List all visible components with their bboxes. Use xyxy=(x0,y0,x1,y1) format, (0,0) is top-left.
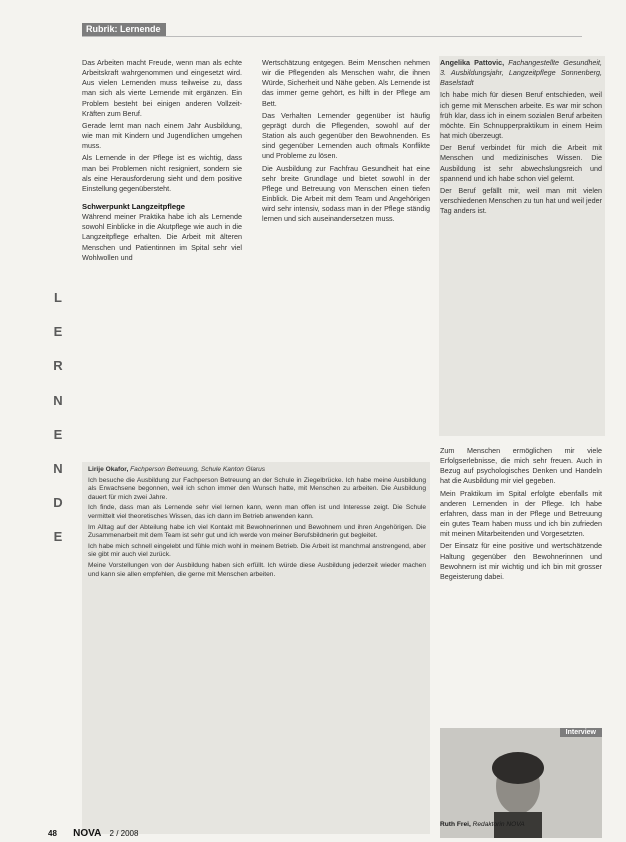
side-letter: L xyxy=(54,290,62,305)
header-rule xyxy=(82,36,582,37)
page-footer xyxy=(48,828,138,839)
body-paragraph: Der Einsatz für eine positive und wertschätzende Haltung gegenüber den Bewohnerinnen und Bewohnern ist mir wichtig und ich bin mit grosser Begeisterung dabei. xyxy=(440,541,602,581)
section-heading: Schwerpunkt Langzeitpflege xyxy=(82,202,185,212)
side-letter: R xyxy=(53,358,63,374)
body-paragraph: Als Lernende in der Pflege ist es wichtig, dass man bei Problemen nicht resigniert, sondern sie als eine Herausforderung sieht und dem positive Einstellung gegenübersteht. xyxy=(82,153,242,193)
body-paragraph: Im Alltag auf der Abteilung habe ich viel Kontakt mit Bewohnerinnen und Bewohnern und ihren Angehörigen. Die Zusammenarbeit mit dem Team ist sehr gut und ich werde von meiner Berufsbildnerin gut begleitet. xyxy=(88,523,426,540)
photo-caption xyxy=(440,820,602,829)
article-column-1 xyxy=(82,58,242,434)
body-paragraph: Der Beruf verbindet für mich die Arbeit mit Menschen und medizinisches Wissen. Die Ausbildung ist sehr abwechslungsreich und spannend und ich habe schon viel gelernt. xyxy=(440,143,602,183)
person-byline xyxy=(440,58,602,88)
issue-number: 2 / 2008 xyxy=(109,829,139,838)
article-column-2 xyxy=(262,58,430,434)
body-paragraph: Zum Menschen ermöglichen mir viele Erfolgserlebnisse, die mich sehr freuen. Auch in Bezug auf psychologisches Denken und Handeln hat die Ausbildung mir viel gegeben. xyxy=(440,446,602,486)
body-paragraph: Gerade lernt man nach einem Jahr Ausbildung, wie man mit Kindern und Jugendlichen umgehen muss. xyxy=(82,120,242,151)
caption-name: Ruth Frei, xyxy=(440,821,471,828)
person-name: Lirije Okafor, xyxy=(88,466,129,473)
side-letter: E xyxy=(53,426,63,442)
side-vertical-text xyxy=(50,290,66,564)
person-name: Angelika Pattovic, xyxy=(440,58,505,67)
side-letter: N xyxy=(53,460,63,476)
body-paragraph: Ich finde, dass man als Lernende sehr viel lernen kann, wenn man offen ist und Interesse zeigt. Die Schule vermittelt viel theoretisches Wissen, das ich dann im Betrieb anwenden kann. xyxy=(88,504,426,520)
person-role: Fachperson Betreuung, Schule Kanton Glarus xyxy=(130,466,266,473)
body-paragraph: Während meiner Praktika habe ich als Lernende sowohl Einblicke in die Akutpflege wie auch in die Langzeitpflege erhalten. Die Arbeit mit älteren Menschen und Patientinnen im Spital sehr viel Wohlwollen und xyxy=(82,212,242,262)
body-paragraph: Mein Praktikum im Spital erfolgte ebenfalls mit anderen Lernenden in der Pflege. Ich habe erfahren, dass man in der Pflege und Betreuung ein gutes Team haben muss und ich bin zufrieden mit meinen Mitarbeitenden und Vorgesetzten. xyxy=(440,488,602,539)
caption-role: Redaktorin NOVA xyxy=(472,821,525,828)
side-letter: E xyxy=(53,324,63,340)
body-paragraph: Ich habe mich für diesen Beruf entschieden, weil ich gerne mit Menschen arbeite. Es war mir schon früh klar, dass ich in einem sozialen Beruf arbeiten möchte. Ein Schnupperpraktikum in einem Heim hat mich überzeugt. xyxy=(440,90,602,141)
body-paragraph: Die Ausbildung zur Fachfrau Gesundheit hat eine sehr breite Grundlage und bietet sowohl in der Pflege und Betreuung von Menschen einen tiefen Einblick. Die Arbeit mit dem Team und Angehörigen wird sehr intensiv, sodass man in der Pflege ständig lernen und sich auseinandersetzen muss. xyxy=(262,163,430,224)
interview-tag: Interview xyxy=(560,728,602,737)
article-column-3 xyxy=(440,446,602,728)
side-letter: N xyxy=(53,392,63,408)
body-paragraph: Meine Vorstellungen von der Ausbildung haben sich erfüllt. Ich würde diese Ausbildung jederzeit wieder machen und kann sie allen empfehlen, die gerne mit Menschen arbeiten. xyxy=(88,561,426,578)
person-role: Fachangestellte Gesundheit, 3. Ausbildungsjahr, Langzeitpflege Sonnenberg, Baselstadt xyxy=(440,58,602,88)
page-number: 48 xyxy=(48,829,57,838)
body-paragraph: Ich besuche die Ausbildung zur Fachperson Betreuung an der Schule in Ziegelbrücke. Ich habe meine Ausbildung als Erwachsene begonnen, weil ich schon immer den Wunsch hatte, mit Menschen zu arbeiten. Die Ausbildung dauert für mich zwei Jahre. xyxy=(88,476,426,501)
testimonial-column xyxy=(440,58,602,434)
body-paragraph: Wertschätzung entgegen. Beim Menschen nehmen wir die Pflegenden als Menschen wahr, die ihnen Würde, Sicherheit und Nähe geben. Als Lernende ist das immer gerne gehört, es hilft in der Pflege am Bett. xyxy=(262,58,430,108)
body-paragraph: Der Beruf gefällt mir, weil man mit vielen verschiedenen Menschen zu tun hat und weil jeder Tag anders ist. xyxy=(440,185,602,216)
interview-column xyxy=(88,466,426,829)
rubric-label: Rubrik: Lernende xyxy=(82,23,166,36)
side-letter: E xyxy=(53,529,63,545)
side-letter: D xyxy=(53,495,63,511)
magazine-name: NOVA xyxy=(73,828,102,839)
body-paragraph: Das Arbeiten macht Freude, wenn man als echte Arbeitskraft wahrgenommen und eingesetzt wird. Aus vielen Lernenden muss teilweise zu, dass man sich als vierte Lernende mit ergänzen. Ein Problem besteht bei einigen anderen Vollzeit-Kräften zum Beruf. xyxy=(82,58,242,118)
body-paragraph: Ich habe mich schnell eingelebt und fühle mich wohl in meinem Betrieb. Die Arbeit ist manchmal anstrengend, aber sie gibt mir auch viel zurück. xyxy=(88,542,426,559)
body-paragraph: Das Verhalten Lernender gegenüber ist häufig geprägt durch die Pflegenden, sowohl auf der Station als auch gegenüber den Bewohnenden. Es sind gegenüber Lernenden auch oftmals Konflikte und Probleme zu lösen. xyxy=(262,110,430,161)
person-byline xyxy=(88,466,426,475)
